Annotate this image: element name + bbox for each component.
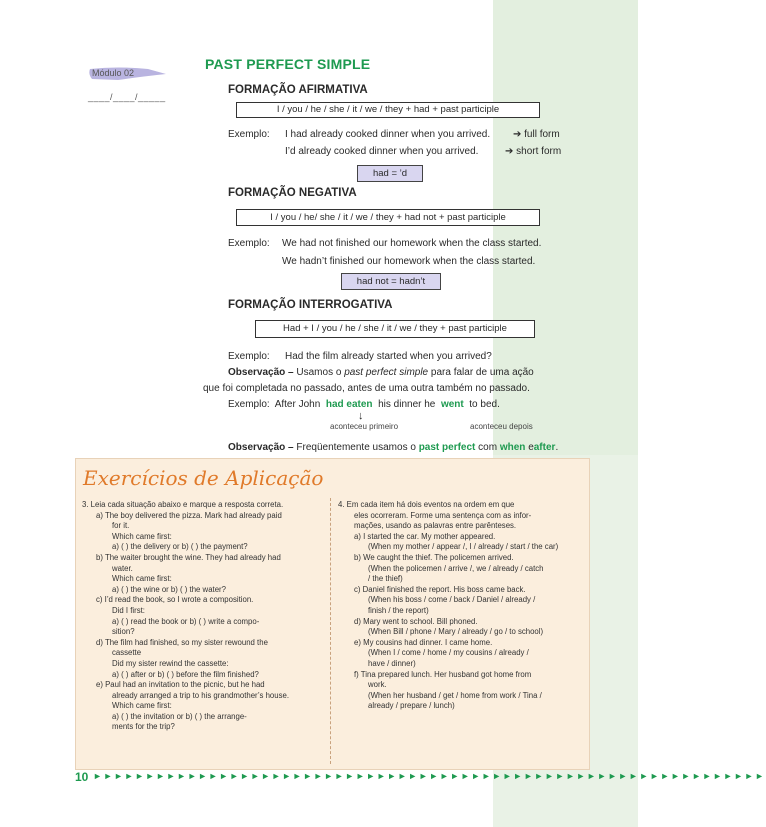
ex2-a: After John <box>274 399 321 410</box>
ex4-line: (When her husband / get / home from work / Tina / <box>368 690 542 700</box>
ex4-line: already / prepare / lunch) <box>368 701 455 711</box>
ex4-line: (When Bill / phone / Mary / already / go / to school) <box>368 627 544 637</box>
ex4-line: (When I / come / home / my cousins / already / <box>368 648 529 658</box>
date-line: ____/____/_____ <box>88 92 166 102</box>
ex2-went: went <box>440 399 464 410</box>
exercise-4-column <box>338 500 584 712</box>
ex3-line: sition? <box>112 627 135 637</box>
exercises-column-divider <box>330 498 331 764</box>
exercises-title: Exercícios de Aplicação <box>83 466 324 490</box>
negativa-title: FORMAÇÃO NEGATIVA <box>228 187 357 199</box>
ex3-line: Which came first: <box>112 574 172 584</box>
ex3-line: Which came first: <box>112 531 172 541</box>
exercise-3-column <box>82 500 326 733</box>
afirmativa-ex-label: Exemplo: <box>228 129 270 140</box>
note-first: aconteceu primeiro <box>330 422 399 431</box>
ex3-line: e) Paul had an invitation to the picnic, but he had <box>96 680 265 690</box>
obs2-c: e <box>528 442 534 453</box>
negativa-formula-box: I / you / he/ she / it / we / they + had not + past participle <box>236 209 540 226</box>
ex4-line: d) Mary went to school. Bill phoned. <box>354 616 478 626</box>
ex3-line: water. <box>112 563 133 573</box>
afirmativa-title: FORMAÇÃO AFIRMATIVA <box>228 84 368 96</box>
ex4-line: / the thief) <box>368 574 403 584</box>
ex4-line: (When his boss / come / back / Daniel / already / <box>368 595 536 605</box>
ex3-line: d) The film had finished, so my sister rewound the <box>96 637 268 647</box>
ex3-line: ments for the trip? <box>112 722 175 732</box>
obs1-line2: que foi completada no passado, antes de uma outra também no passado. <box>203 383 530 394</box>
negativa-ex2: We hadn’t finished our homework when the class started. <box>282 256 536 267</box>
observacao-2 <box>228 442 558 453</box>
ex4-line: (When my mother / appear /, I / already / start / the car) <box>368 542 559 552</box>
ex3-line: a) The boy delivered the pizza. Mark had already paid <box>96 510 282 520</box>
ex4-line: finish / the report) <box>368 605 429 615</box>
ex4-line: mações, usando as palavras entre parênteses. <box>354 521 517 531</box>
obs2-past-perfect: past perfect <box>418 442 476 453</box>
ex3-line: for it. <box>112 521 130 531</box>
ex3-line: 3. Leia cada situação abaixo e marque a resposta correta. <box>82 500 284 509</box>
ex4-line: work. <box>368 680 387 690</box>
afirmativa-formula-box: I / you / he / she / it / we / they + had + past participle <box>236 102 540 118</box>
ex4-line: b) We caught the thief. The policemen arrived. <box>354 552 514 562</box>
ex3-line: Did my sister rewind the cassette: <box>112 658 229 668</box>
obs2-when: when <box>499 442 526 453</box>
ex3-line: a) ( ) the invitation or b) ( ) the arrange- <box>112 711 247 721</box>
ex3-line: a) ( ) after or b) ( ) before the film finished? <box>112 669 259 679</box>
ex4-line: e) My cousins had dinner. I came home. <box>354 637 493 647</box>
page-number: 10 <box>75 770 89 784</box>
afirmativa-ex1-note: ➔ full form <box>513 129 560 140</box>
ex4-line: f) Tina prepared lunch. Her husband got home from <box>354 669 532 679</box>
down-arrow-icon: ↓ <box>358 410 364 422</box>
obs1-a: Usamos o <box>296 367 342 378</box>
ex4-line: c) Daniel finished the report. His boss came back. <box>354 584 526 594</box>
ex4-line: (When the policemen / arrive /, we / already / catch <box>368 563 544 573</box>
obs2-label: Observação – <box>228 442 294 453</box>
ex2-label: Exemplo: <box>228 399 270 410</box>
ex4-line: eles ocorreram. Forme uma sentença com as infor- <box>354 510 532 520</box>
ex2-had-eaten: had eaten <box>325 399 373 410</box>
obs2-a: Freqüentemente usamos o <box>296 442 416 453</box>
obs1-b: para falar de uma ação <box>430 367 534 378</box>
footer-arrow-row-icon: ►►►►►►►►►►►►►►►►►►►►►►►►►►►►►►►►►►►►►►►►►►►►►►►►►►►►►►►►►►►►►►►► <box>93 771 766 781</box>
ex4-line: a) I started the car. My mother appeared. <box>354 531 496 541</box>
observacao-1 <box>228 367 534 378</box>
ex3-line: a) ( ) the wine or b) ( ) the water? <box>112 584 226 594</box>
afirmativa-ex2: I’d already cooked dinner when you arrived. <box>285 146 479 157</box>
negativa-ex1: We had not finished our homework when the class started. <box>282 238 542 249</box>
ex2-c: to bed. <box>469 399 500 410</box>
obs1-label: Observação – <box>228 367 294 378</box>
interrogativa-formula-box: Had + I / you / he / she / it / we / they + past participle <box>255 320 535 338</box>
ex2-b: his dinner he <box>378 399 436 410</box>
obs2-b: com <box>478 442 498 453</box>
negativa-contraction: had not = hadn’t <box>341 273 441 290</box>
ex3-line: already arranged a trip to his grandmother’s house. <box>112 690 289 700</box>
modulo-label: Módulo 02 <box>92 68 135 78</box>
interrogativa-ex1: Had the film already started when you arrived? <box>285 351 492 362</box>
note-after: aconteceu depois <box>470 422 533 431</box>
ex3-line: c) I’d read the book, so I wrote a composition. <box>96 595 254 605</box>
ex3-line: a) ( ) read the book or b) ( ) write a compo- <box>112 616 260 626</box>
page-title: PAST PERFECT SIMPLE <box>205 56 371 72</box>
ex3-line: cassette <box>112 648 142 658</box>
interrogativa-title: FORMAÇÃO INTERROGATIVA <box>228 299 393 311</box>
ex4-line: have / dinner) <box>368 658 416 668</box>
negativa-ex-label: Exemplo: <box>228 238 270 249</box>
interrogativa-ex-label: Exemplo: <box>228 351 270 362</box>
obs2-d: . <box>555 442 559 453</box>
obs1-em: past perfect simple <box>344 367 429 378</box>
modulo-tag <box>88 66 168 82</box>
afirmativa-ex2-note: ➔ short form <box>505 146 562 157</box>
afirmativa-ex1: I had already cooked dinner when you arrived. <box>285 129 491 140</box>
interrogativa-ex2 <box>228 399 500 410</box>
ex4-line: 4. Em cada item há dois eventos na ordem em que <box>338 500 515 509</box>
ex3-line: b) The waiter brought the wine. They had already had <box>96 552 281 562</box>
obs2-after: after <box>533 442 556 453</box>
ex3-line: Which came first: <box>112 701 172 711</box>
ex3-line: a) ( ) the delivery or b) ( ) the payment? <box>112 542 248 552</box>
ex3-line: Did I first: <box>112 605 145 615</box>
afirmativa-contraction: had = ’d <box>357 165 423 182</box>
